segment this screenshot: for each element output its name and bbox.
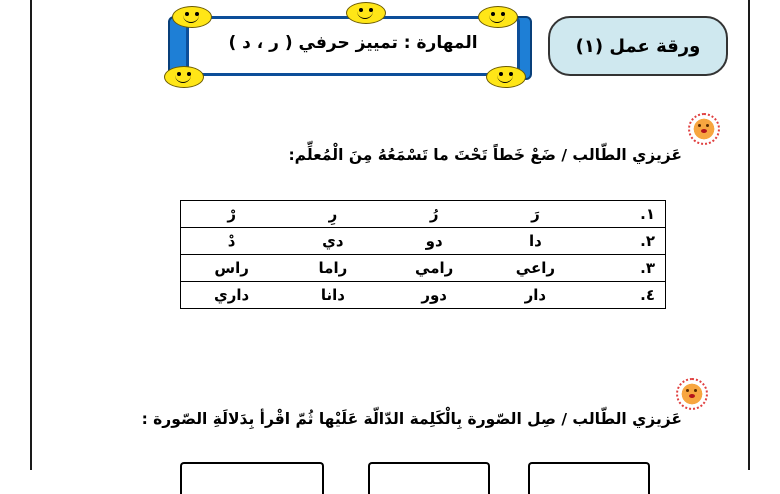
letters-table xyxy=(180,200,666,309)
answer-box xyxy=(180,462,324,494)
smiley-icon xyxy=(172,6,212,28)
table-cell: دار xyxy=(485,282,586,309)
instruction-listen: عَزيزي الطّالب / ضَعْ خَطاً تَحْتَ ما تَسْمَعُهُ مِنَ الْمُعلِّم: xyxy=(288,146,682,164)
row-number: ١. xyxy=(586,201,665,228)
cartoon-face-icon xyxy=(688,113,720,145)
table-row xyxy=(181,282,666,309)
table-cell: راس xyxy=(181,255,283,282)
table-cell: راعي xyxy=(485,255,586,282)
table-cell: داري xyxy=(181,282,283,309)
table-cell: رامي xyxy=(384,255,485,282)
smiley-icon xyxy=(164,66,204,88)
skill-banner xyxy=(160,2,540,86)
cartoon-face-icon xyxy=(676,378,708,410)
instruction-match: عَزيزي الطّالب / صِل الصّورة بِالْكَلِمة الدّالّة عَلَيْها ثُمّ اقْرأ بِدَلالَةِ الصّورة : xyxy=(141,410,682,428)
table-cell: دور xyxy=(384,282,485,309)
table-cell: رْ xyxy=(181,201,283,228)
left-border-line xyxy=(30,0,32,470)
worksheet-label: ورقة عمل (١) xyxy=(548,16,728,76)
table-cell: دْ xyxy=(181,228,283,255)
table-cell: دي xyxy=(282,228,383,255)
table-cell: رَ xyxy=(485,201,586,228)
row-number: ٤. xyxy=(586,282,665,309)
smiley-icon xyxy=(478,6,518,28)
table-cell: رُ xyxy=(384,201,485,228)
table-cell: دا xyxy=(485,228,586,255)
answer-box xyxy=(528,462,650,494)
right-border-line xyxy=(748,0,750,470)
smiley-icon xyxy=(486,66,526,88)
table-row xyxy=(181,228,666,255)
table-row xyxy=(181,255,666,282)
banner-title: المهارة : تمييز حرفي ( ر ، د ) xyxy=(228,33,478,53)
row-number: ٣. xyxy=(586,255,665,282)
table-row xyxy=(181,201,666,228)
smiley-icon xyxy=(346,2,386,24)
row-number: ٢. xyxy=(586,228,665,255)
table-cell: دو xyxy=(384,228,485,255)
table-cell: دانا xyxy=(282,282,383,309)
table-cell: راما xyxy=(282,255,383,282)
answer-box xyxy=(368,462,490,494)
table-cell: رِ xyxy=(282,201,383,228)
